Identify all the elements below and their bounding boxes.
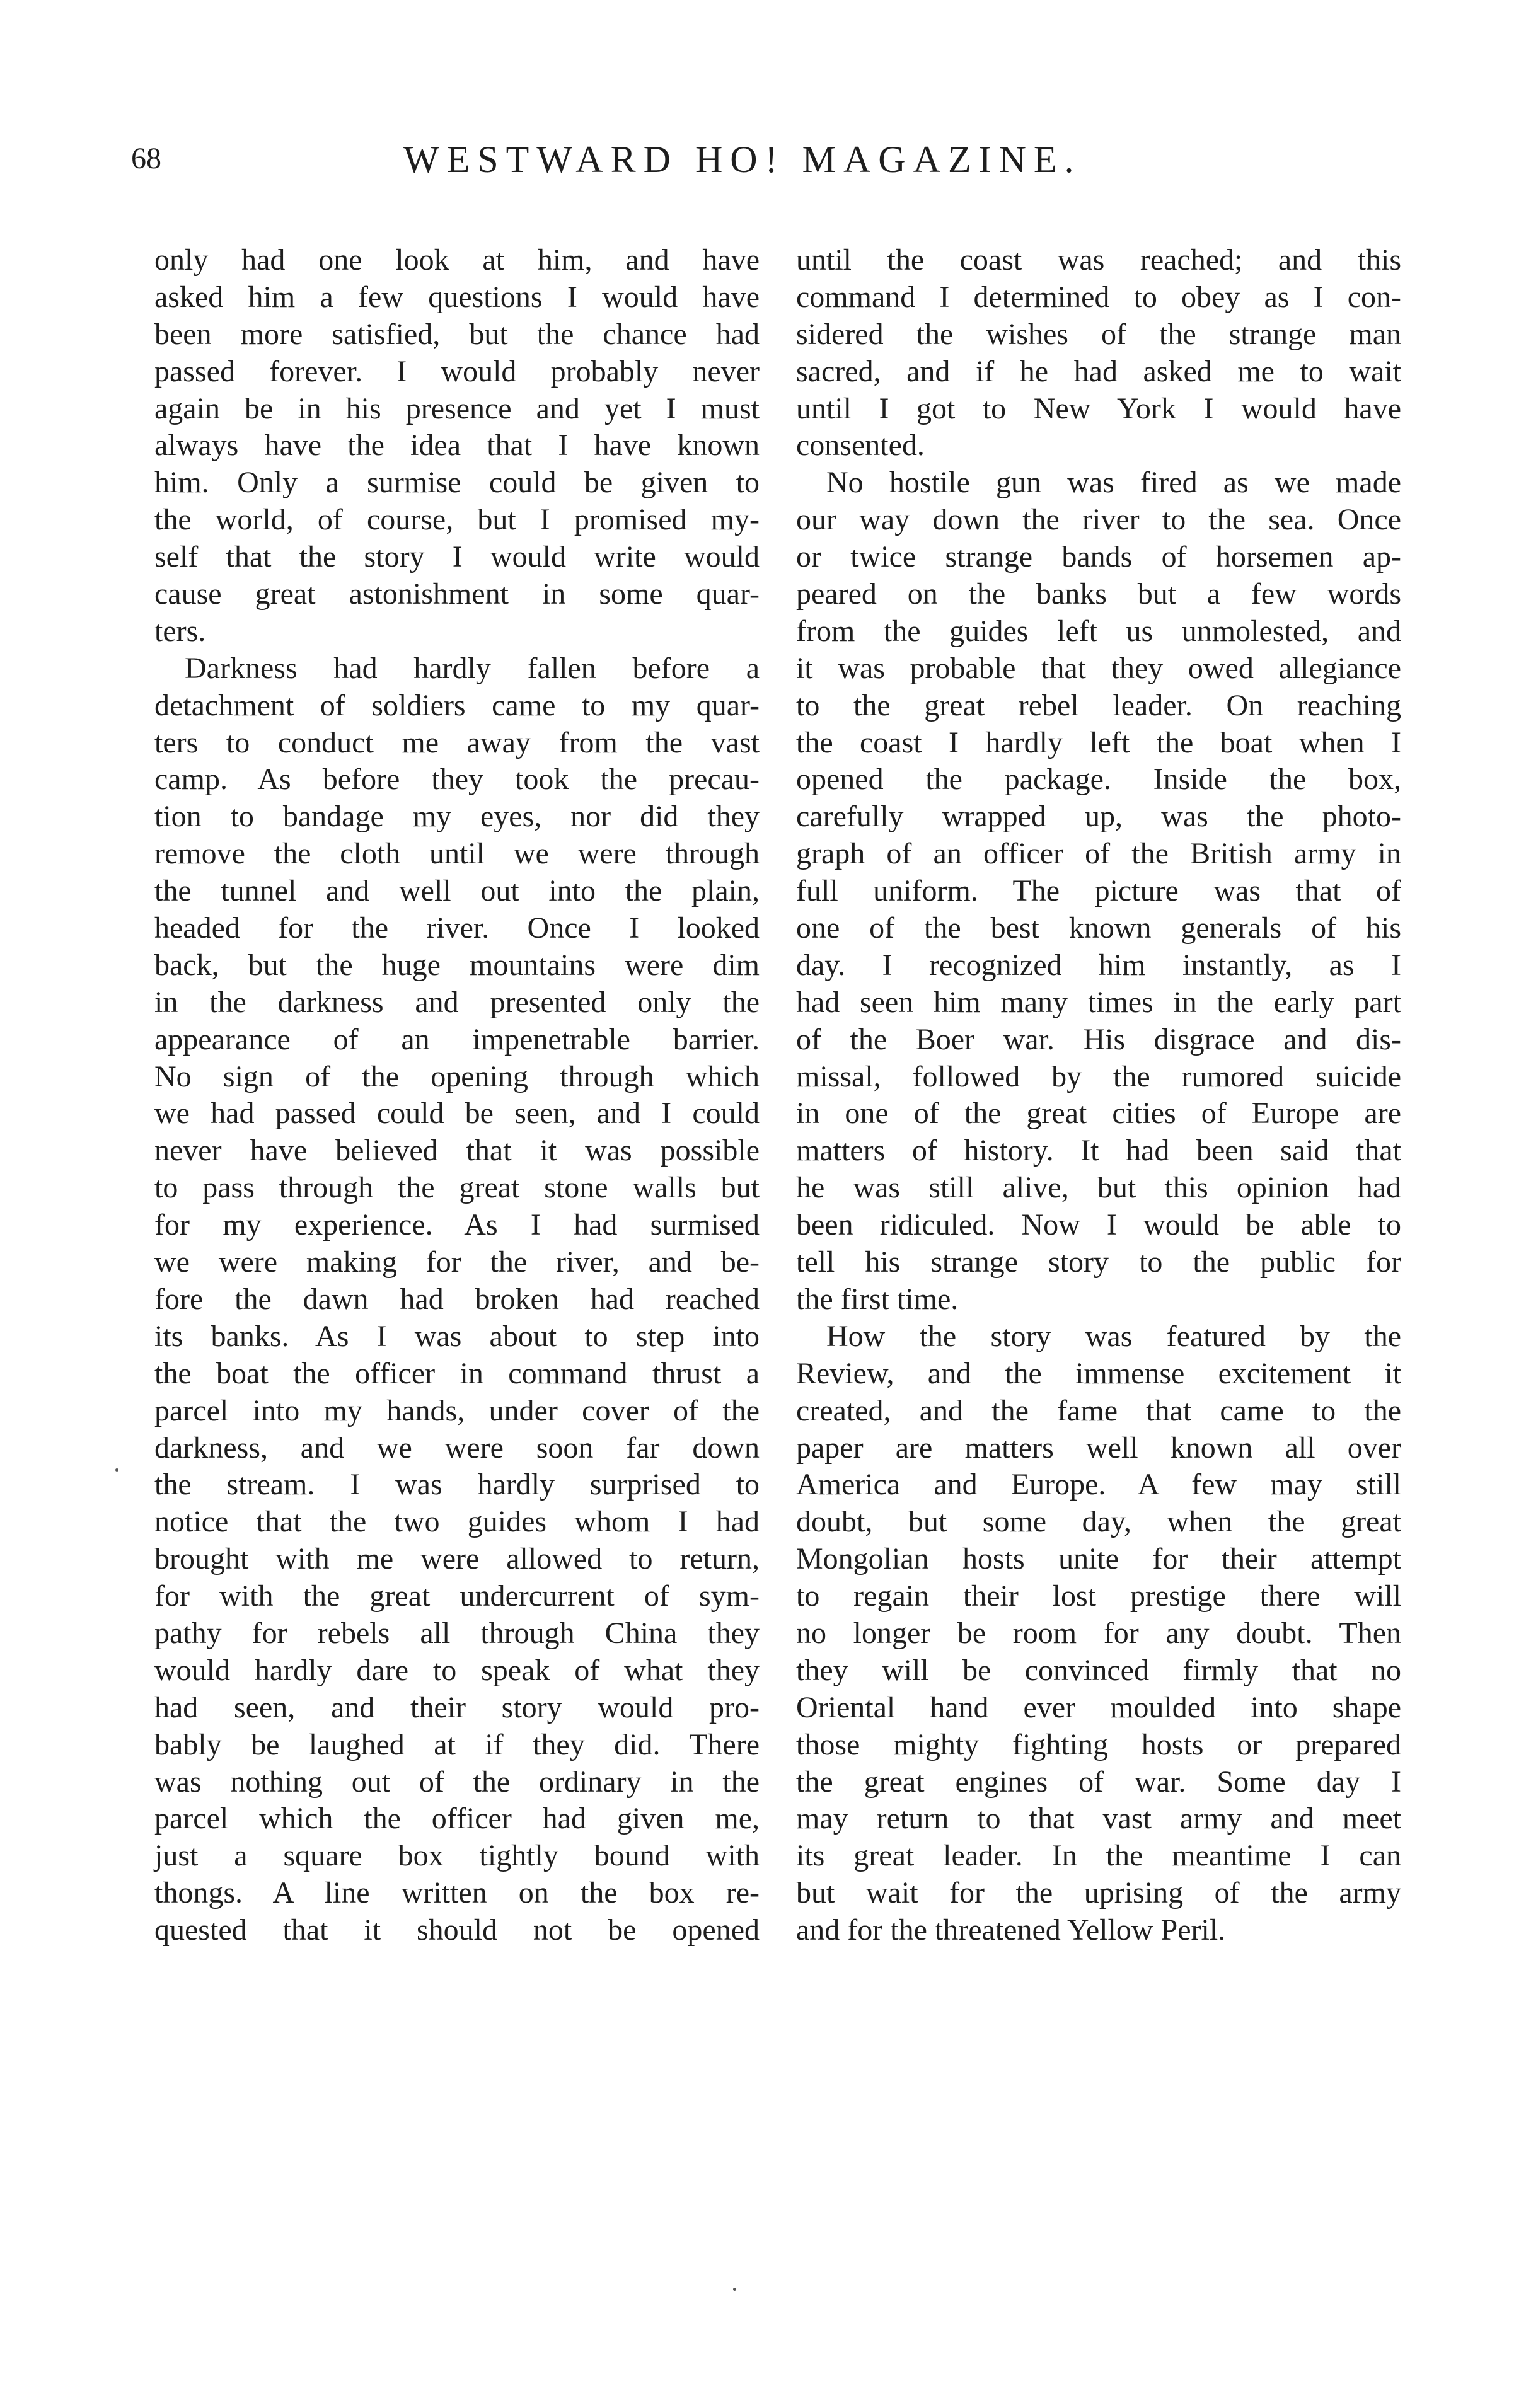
text-line: remove the cloth until we were through [154,837,760,871]
text-line: No sign of the opening through which [154,1059,760,1093]
text-line: we had passed could be seen, and I could [154,1097,760,1131]
text-line: asked him a few questions I would have [154,280,760,314]
text-line: Mongolian hosts unite for their attempt [796,1542,1401,1576]
text-line: back, but the huge mountains were dim [154,948,760,982]
text-line: to regain their lost prestige there will [796,1579,1401,1613]
text-line: been more satisfied, but the chance had [154,317,760,351]
text-line: pathy for rebels all through China they [154,1616,760,1650]
text-line: camp. As before they took the precau- [154,763,760,797]
text-line: parcel which the officer had given me, [154,1802,760,1836]
text-line: or twice strange bands of horsemen ap- [796,540,1401,574]
text-line: darkness, and we were soon far down [154,1431,760,1465]
text-line: quested that it should not be opened [154,1913,760,1947]
text-line: never have believed that it was possible [154,1134,760,1168]
text-line: would hardly dare to speak of what they [154,1653,760,1687]
text-line: consented. [796,429,925,463]
text-column-left [154,242,760,1949]
text-line: and for the threatened Yellow Peril. [796,1913,1226,1947]
text-line: ters to conduct me away from the vast [154,725,760,759]
text-line: ters. [154,614,206,648]
text-line: Oriental hand ever moulded into shape [796,1690,1401,1724]
text-line: but wait for the uprising of the army [796,1876,1401,1910]
text-line: the world, of course, but I promised my- [154,503,760,537]
page-speck [733,2288,736,2291]
text-line: in the darkness and presented only the [154,985,760,1019]
text-line: it was probable that they owed allegiance [796,651,1401,685]
text-line: Review, and the immense excitement it [796,1356,1401,1390]
text-line: matters of history. It had been said that [796,1134,1401,1168]
text-line: may return to that vast army and meet [796,1802,1401,1836]
running-head: WESTWARD HO! MAGAZINE. [403,139,1082,180]
text-line: cause great astonishment in some quar- [154,577,760,611]
text-line: self that the story I would write would [154,540,760,574]
text-line: opened the package. Inside the box, [796,763,1401,797]
text-line: tell his strange story to the public for [796,1245,1401,1279]
text-line: appearance of an impenetrable barrier. [154,1022,760,1056]
text-line: full uniform. The picture was that of [796,874,1401,908]
text-line: until I got to New York I would have [796,391,1401,425]
text-line: passed forever. I would probably never [154,354,760,388]
text-line: him. Only a surmise could be given to [154,466,760,500]
text-line: the first time. [796,1282,959,1316]
text-line: the great engines of war. Some day I [796,1765,1401,1799]
text-line: No hostile gun was fired as we made [826,466,1401,500]
text-line: from the guides left us unmolested, and [796,614,1401,648]
text-line: he was still alive, but this opinion had [796,1171,1401,1205]
text-line: just a square box tightly bound with [154,1839,760,1873]
text-line: missal, followed by the rumored suicide [796,1059,1401,1093]
text-line: doubt, but some day, when the great [796,1505,1401,1539]
text-line: created, and the fame that came to the [796,1393,1401,1427]
text-line: only had one look at him, and have [154,243,760,277]
text-line: in one of the great cities of Europe are [796,1097,1401,1131]
text-line: we were making for the river, and be- [154,1245,760,1279]
text-line: sidered the wishes of the strange man [796,317,1401,351]
text-line: for with the great undercurrent of sym- [154,1579,760,1613]
text-line: day. I recognized him instantly, as I [796,948,1401,982]
text-line: its banks. As I was about to step into [154,1319,760,1353]
text-line: bably be laughed at if they did. There [154,1727,760,1761]
text-line: brought with me were allowed to return, [154,1542,760,1576]
text-line: parcel into my hands, under cover of the [154,1393,760,1427]
text-line: fore the dawn had broken had reached [154,1282,760,1316]
text-line: carefully wrapped up, was the photo- [796,800,1401,834]
text-line: paper are matters well known all over [796,1431,1401,1465]
text-line: no longer be room for any doubt. Then [796,1616,1401,1650]
text-line: for my experience. As I had surmised [154,1208,760,1242]
text-line: sacred, and if he had asked me to wait [796,354,1401,388]
page-speck [115,1468,118,1472]
text-column-right [796,242,1401,1949]
text-line: had seen him many times in the early part [796,985,1401,1019]
text-line: America and Europe. A few may still [796,1468,1401,1502]
text-line: was nothing out of the ordinary in the [154,1765,760,1799]
text-line: until the coast was reached; and this [796,243,1401,277]
text-line: headed for the river. Once I looked [154,911,760,945]
text-line: peared on the banks but a few words [796,577,1401,611]
text-line: the stream. I was hardly surprised to [154,1468,760,1502]
text-line: the boat the officer in command thrust a [154,1356,760,1390]
text-line: one of the best known generals of his [796,911,1401,945]
text-line: of the Boer war. His disgrace and dis- [796,1022,1401,1056]
text-line: detachment of soldiers came to my quar- [154,688,760,722]
text-line: our way down the river to the sea. Once [796,503,1401,537]
text-line: notice that the two guides whom I had [154,1505,760,1539]
text-line: thongs. A line written on the box re- [154,1876,760,1910]
text-line: its great leader. In the meantime I can [796,1839,1401,1873]
text-line: command I determined to obey as I con- [796,280,1401,314]
text-line: Darkness had hardly fallen before a [185,651,760,685]
text-line: the coast I hardly left the boat when I [796,725,1401,759]
text-line: those mighty fighting hosts or prepared [796,1727,1401,1761]
text-line: to the great rebel leader. On reaching [796,688,1401,722]
text-line: How the story was featured by the [826,1319,1401,1353]
text-line: again be in his presence and yet I must [154,391,760,425]
text-line: always have the idea that I have known [154,429,760,463]
page-number: 68 [131,142,161,175]
text-line: to pass through the great stone walls but [154,1171,760,1205]
text-line: the tunnel and well out into the plain, [154,874,760,908]
text-line: graph of an officer of the British army in [796,837,1401,871]
text-line: they will be convinced firmly that no [796,1653,1401,1687]
text-line: been ridiculed. Now I would be able to [796,1208,1401,1242]
text-line: tion to bandage my eyes, nor did they [154,800,760,834]
text-line: had seen, and their story would pro- [154,1690,760,1724]
